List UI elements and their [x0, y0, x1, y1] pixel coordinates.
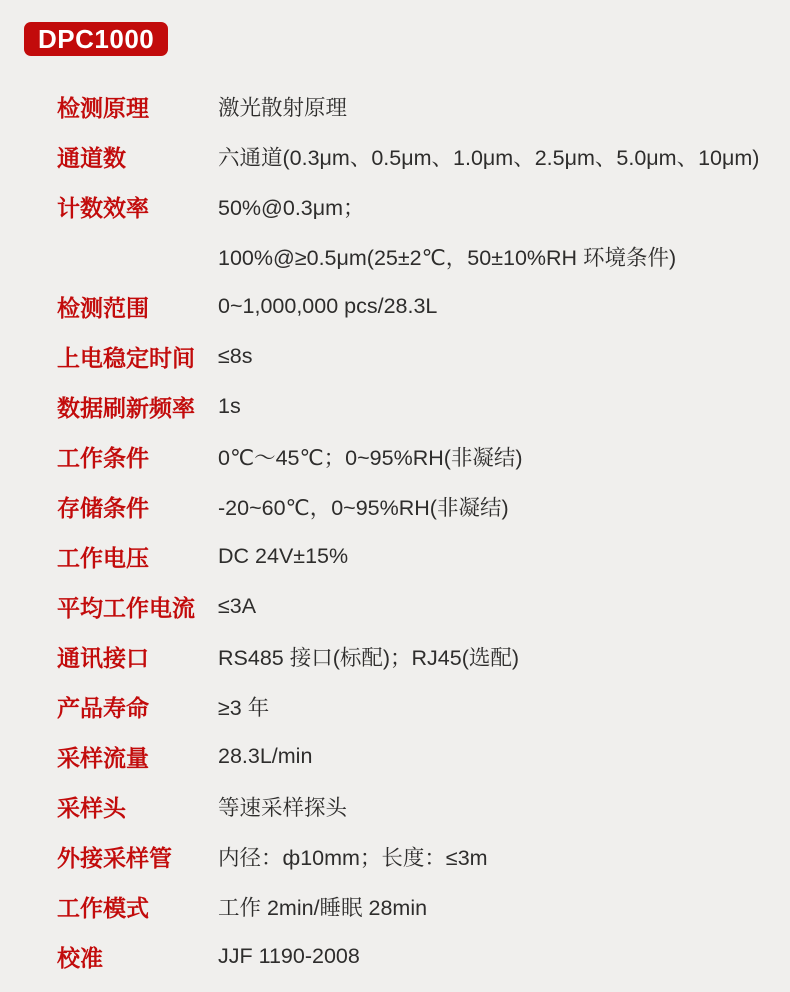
spec-value: 激光散射原理 [218, 95, 348, 120]
spec-label: 工作电压 [57, 544, 149, 571]
spec-value: 工作 2min/睡眠 28min [218, 895, 428, 920]
spec-label: 上电稳定时间 [57, 344, 195, 371]
spec-row [57, 181, 790, 231]
spec-value: 28.3L/min [218, 743, 313, 768]
spec-label: 产品寿命 [57, 694, 149, 721]
spec-value: 0℃～45℃；0~95%RH(非凝结) [218, 445, 523, 470]
spec-row [57, 331, 790, 381]
spec-value: 六通道(0.3μm、0.5μm、1.0μm、2.5μm、5.0μm、10μm) [218, 145, 760, 170]
spec-value: DC 24V±15% [218, 543, 349, 568]
spec-value: ≥3 年 [218, 695, 270, 720]
spec-value: ≤3A [218, 593, 257, 618]
spec-row [57, 831, 790, 881]
spec-row [57, 481, 790, 531]
spec-value: 100%@≥0.5μm(25±2℃，50±10%RH 环境条件) [218, 245, 677, 270]
spec-label: 工作模式 [57, 894, 149, 921]
spec-label: 通讯接口 [57, 644, 149, 671]
spec-row [57, 281, 790, 331]
spec-row [57, 431, 790, 481]
spec-label: 采样流量 [57, 744, 149, 771]
spec-value: -20~60℃，0~95%RH(非凝结) [218, 495, 509, 520]
spec-value: 0~1,000,000 pcs/28.3L [218, 293, 438, 318]
spec-label: 存储条件 [57, 494, 149, 521]
spec-row [57, 231, 790, 281]
spec-label: 采样头 [57, 794, 126, 821]
spec-row [57, 381, 790, 431]
spec-row [57, 81, 790, 131]
spec-row [57, 681, 790, 731]
spec-label: 外接采样管 [57, 844, 172, 871]
spec-row [57, 931, 790, 981]
spec-row [57, 731, 790, 781]
spec-row [57, 881, 790, 931]
spec-label: 检测原理 [57, 94, 149, 121]
spec-label: 计数效率 [57, 194, 149, 221]
spec-value: ≤8s [218, 343, 253, 368]
spec-label: 校准 [57, 944, 103, 971]
spec-value: 内径：ф10mm；长度：≤3m [218, 845, 488, 870]
spec-value: 50%@0.3μm； [218, 195, 365, 220]
spec-row [57, 581, 790, 631]
spec-label: 检测范围 [57, 294, 149, 321]
model-badge: DPC1000 [24, 22, 168, 56]
spec-label: 数据刷新频率 [57, 394, 195, 421]
spec-label: 通道数 [57, 144, 126, 171]
spec-row [57, 531, 790, 581]
spec-value: 等速采样探头 [218, 795, 348, 820]
spec-row [57, 131, 790, 181]
spec-value: RS485 接口(标配)；RJ45(选配) [218, 645, 520, 670]
spec-table [57, 81, 790, 981]
spec-label: 平均工作电流 [57, 594, 195, 621]
spec-row [57, 631, 790, 681]
spec-label: 工作条件 [57, 444, 149, 471]
spec-value: 1s [218, 393, 241, 418]
spec-value: JJF 1190-2008 [218, 943, 360, 968]
spec-row [57, 781, 790, 831]
